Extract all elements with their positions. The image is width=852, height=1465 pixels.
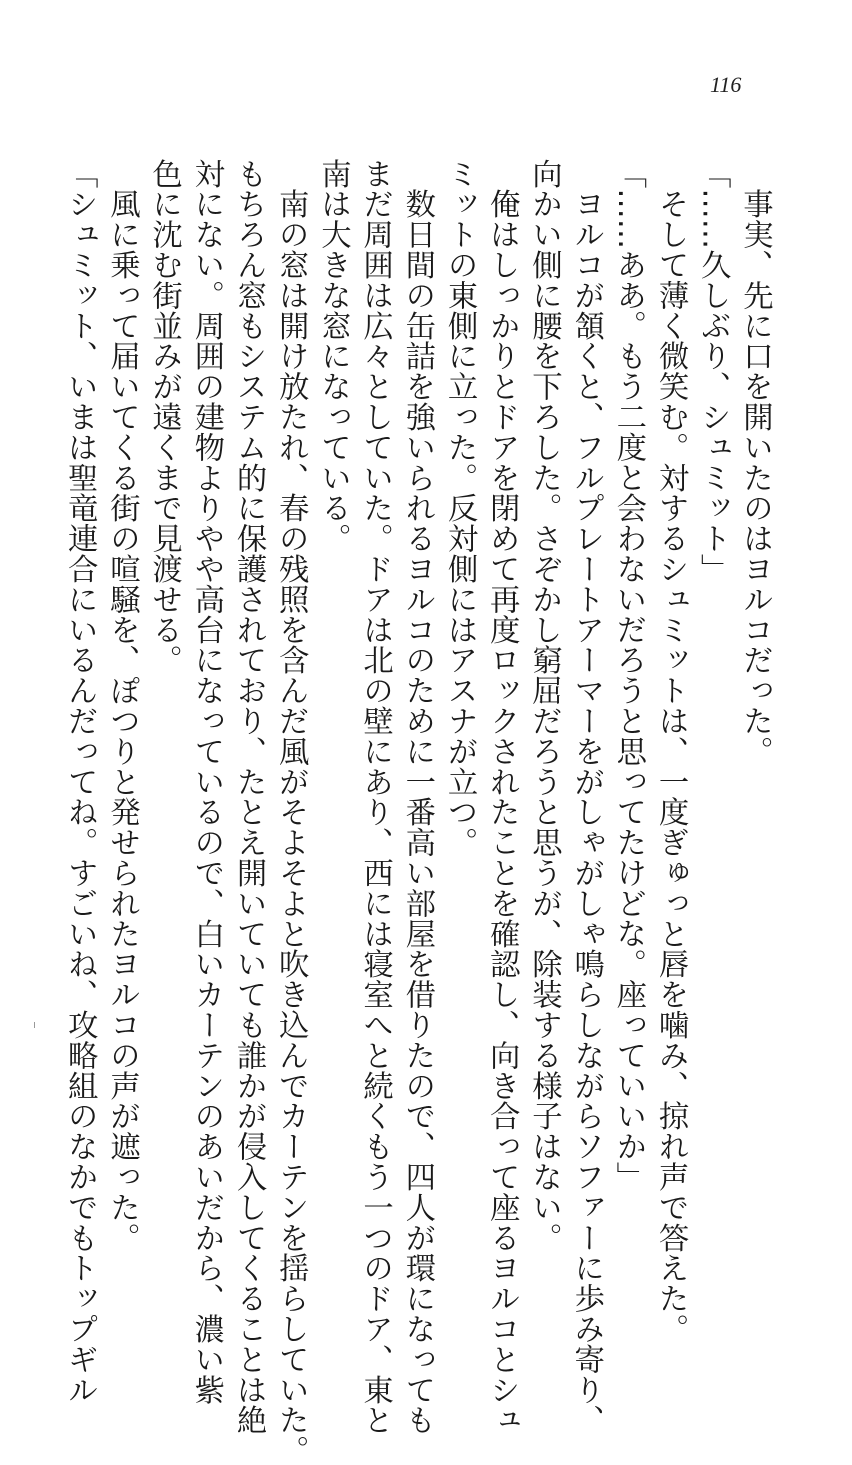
text-line: 事実、先に口を開いたのはヨルコだった。 xyxy=(737,158,773,766)
edge-mark xyxy=(34,1022,35,1028)
text-line: 南の窓は開け放たれ、春の残照を含んだ風がそよそよと吹き込んでカーテンを揺らしていた。 xyxy=(273,158,309,1465)
text-line: 対にない。周囲の建物よりやや高台になっているので、白いカーテンのあいだから、濃い紫 xyxy=(188,158,224,1405)
text-line: ヨルコが頷くと、フルプレートアーマーをがしゃがしゃ鳴らしながらソファーに歩み寄り、 xyxy=(568,158,604,1435)
text-line: 「……ああ。もう二度と会わないだろうと思ってたけどな。座っていいか」 xyxy=(610,158,646,1192)
text-line: 「……久しぶり、シュミット」 xyxy=(695,158,731,584)
text-line: 色に沈む街並みが遠くまで見渡せる。 xyxy=(146,158,182,675)
text-line: 風に乗って届いてくる街の喧騒を、ぽつりと発せられたヨルコの声が遮った。 xyxy=(104,158,140,1253)
text-line: ミットの東側に立った。反対側にはアスナが立つ。 xyxy=(442,158,478,858)
text-line: 南は大きな窓になっている。 xyxy=(315,158,351,554)
text-line: もちろん窓もシステム的に保護されており、たとえ開いていても誰かが侵入してくることは絶 xyxy=(231,158,267,1435)
page-number: 116 xyxy=(710,72,742,97)
novel-text-block xyxy=(58,158,773,1465)
text-line: 向かい側に腰を下ろした。さぞかし窮屈だろうと思うが、除装する様子はない。 xyxy=(526,158,562,1253)
text-line: 「シュミット、いまは聖竜連合にいるんだってね。すごいね、攻略組のなかでもトップギル xyxy=(62,158,98,1405)
text-line: そして薄く微笑む。対するシュミットは、一度ぎゅっと唇を噛み、掠れ声で答えた。 xyxy=(653,158,689,1344)
text-line: まだ周囲は広々としていた。ドアは北の壁にあり、西には寝室へと続くもう一つのドア、東と xyxy=(357,158,393,1435)
vertical-text-column xyxy=(58,158,775,1465)
text-line: 数日間の缶詰を強いられるヨルコのために一番高い部屋を借りたので、四人が環になっても xyxy=(399,158,435,1435)
text-line: 俺はしっかりとドアを閉めて再度ロックされたことを確認し、向き合って座るヨルコとシュ xyxy=(484,158,520,1435)
